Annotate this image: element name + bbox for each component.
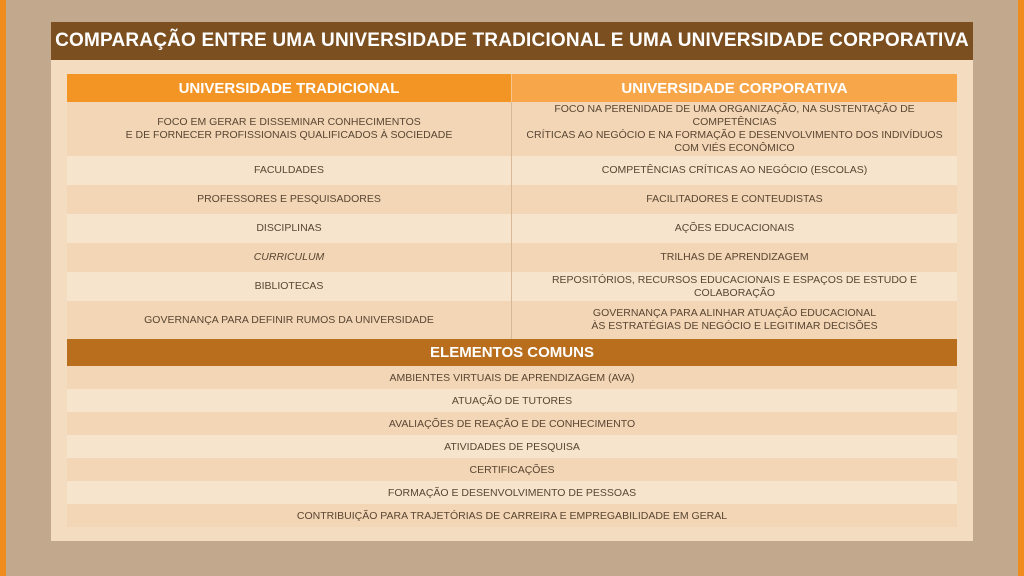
comparison-panel	[51, 22, 973, 541]
column-header-traditional: UNIVERSIDADE TRADICIONAL	[67, 74, 512, 102]
table-cell-traditional: BIBLIOTECAS	[67, 272, 512, 301]
column-header-corporate: UNIVERSIDADE CORPORATIVA	[512, 74, 957, 102]
table-row	[67, 301, 957, 339]
table-row	[67, 214, 957, 243]
table-cell-traditional: FACULDADES	[67, 156, 512, 185]
table-cell-corporate: COMPETÊNCIAS CRÍTICAS AO NEGÓCIO (ESCOLAS)	[601, 164, 868, 176]
table-cell-corporate: FOCO NA PERENIDADE DE UMA ORGANIZAÇÃO, NA SUSTENTAÇÃO DE COMPETÊNCIAS CRÍTICAS AO NEGÓCIO E NA FORMAÇÃO E DESENVOLVIMENTO DOS INDIVÍDUOS COM VIÉS ECONÔMICO	[526, 103, 943, 154]
table-row	[67, 243, 957, 272]
table-row	[67, 185, 957, 214]
table-cell-traditional: DISCIPLINAS	[67, 214, 512, 243]
table-row	[67, 272, 957, 301]
comparison-table	[67, 74, 957, 527]
list-item: AVALIAÇÕES DE REAÇÃO E DE CONHECIMENTO	[67, 412, 957, 435]
list-item: CERTIFICAÇÕES	[67, 458, 957, 481]
table-cell-traditional: CURRICULUM	[67, 243, 512, 272]
right-frame-stripe	[1018, 0, 1024, 576]
table-cell-corporate: TRILHAS DE APRENDIZAGEM	[660, 251, 809, 263]
table-cell-corporate: AÇÕES EDUCACIONAIS	[674, 222, 795, 234]
left-frame-stripe	[0, 0, 6, 576]
list-item: FORMAÇÃO E DESENVOLVIMENTO DE PESSOAS	[67, 481, 957, 504]
table-cell-traditional: PROFESSORES E PESQUISADORES	[67, 185, 512, 214]
list-item: AMBIENTES VIRTUAIS DE APRENDIZAGEM (AVA)	[67, 366, 957, 389]
table-row	[67, 102, 957, 156]
page-title: COMPARAÇÃO ENTRE UMA UNIVERSIDADE TRADICIONAL E UMA UNIVERSIDADE CORPORATIVA	[51, 22, 973, 60]
list-item: ATIVIDADES DE PESQUISA	[67, 435, 957, 458]
common-elements-header: ELEMENTOS COMUNS	[67, 339, 957, 366]
list-item: CONTRIBUIÇÃO PARA TRAJETÓRIAS DE CARREIRA E EMPREGABILIDADE EM GERAL	[67, 504, 957, 527]
table-row	[67, 156, 957, 185]
table-cell-corporate: GOVERNANÇA PARA ALINHAR ATUAÇÃO EDUCACIONAL ÀS ESTRATÉGIAS DE NEGÓCIO E LEGITIMAR DECISÕES	[591, 307, 878, 332]
list-item: ATUAÇÃO DE TUTORES	[67, 389, 957, 412]
table-cell-traditional: FOCO EM GERAR E DISSEMINAR CONHECIMENTOS E DE FORNECER PROFISSIONAIS QUALIFICADOS À SOCIEDADE	[67, 102, 512, 156]
table-header-row	[67, 74, 957, 102]
table-cell-traditional: GOVERNANÇA PARA DEFINIR RUMOS DA UNIVERSIDADE	[67, 301, 512, 339]
table-cell-corporate: FACILITADORES E CONTEUDISTAS	[646, 193, 823, 205]
table-cell-corporate: REPOSITÓRIOS, RECURSOS EDUCACIONAIS E ESPAÇOS DE ESTUDO E COLABORAÇÃO	[551, 273, 918, 299]
